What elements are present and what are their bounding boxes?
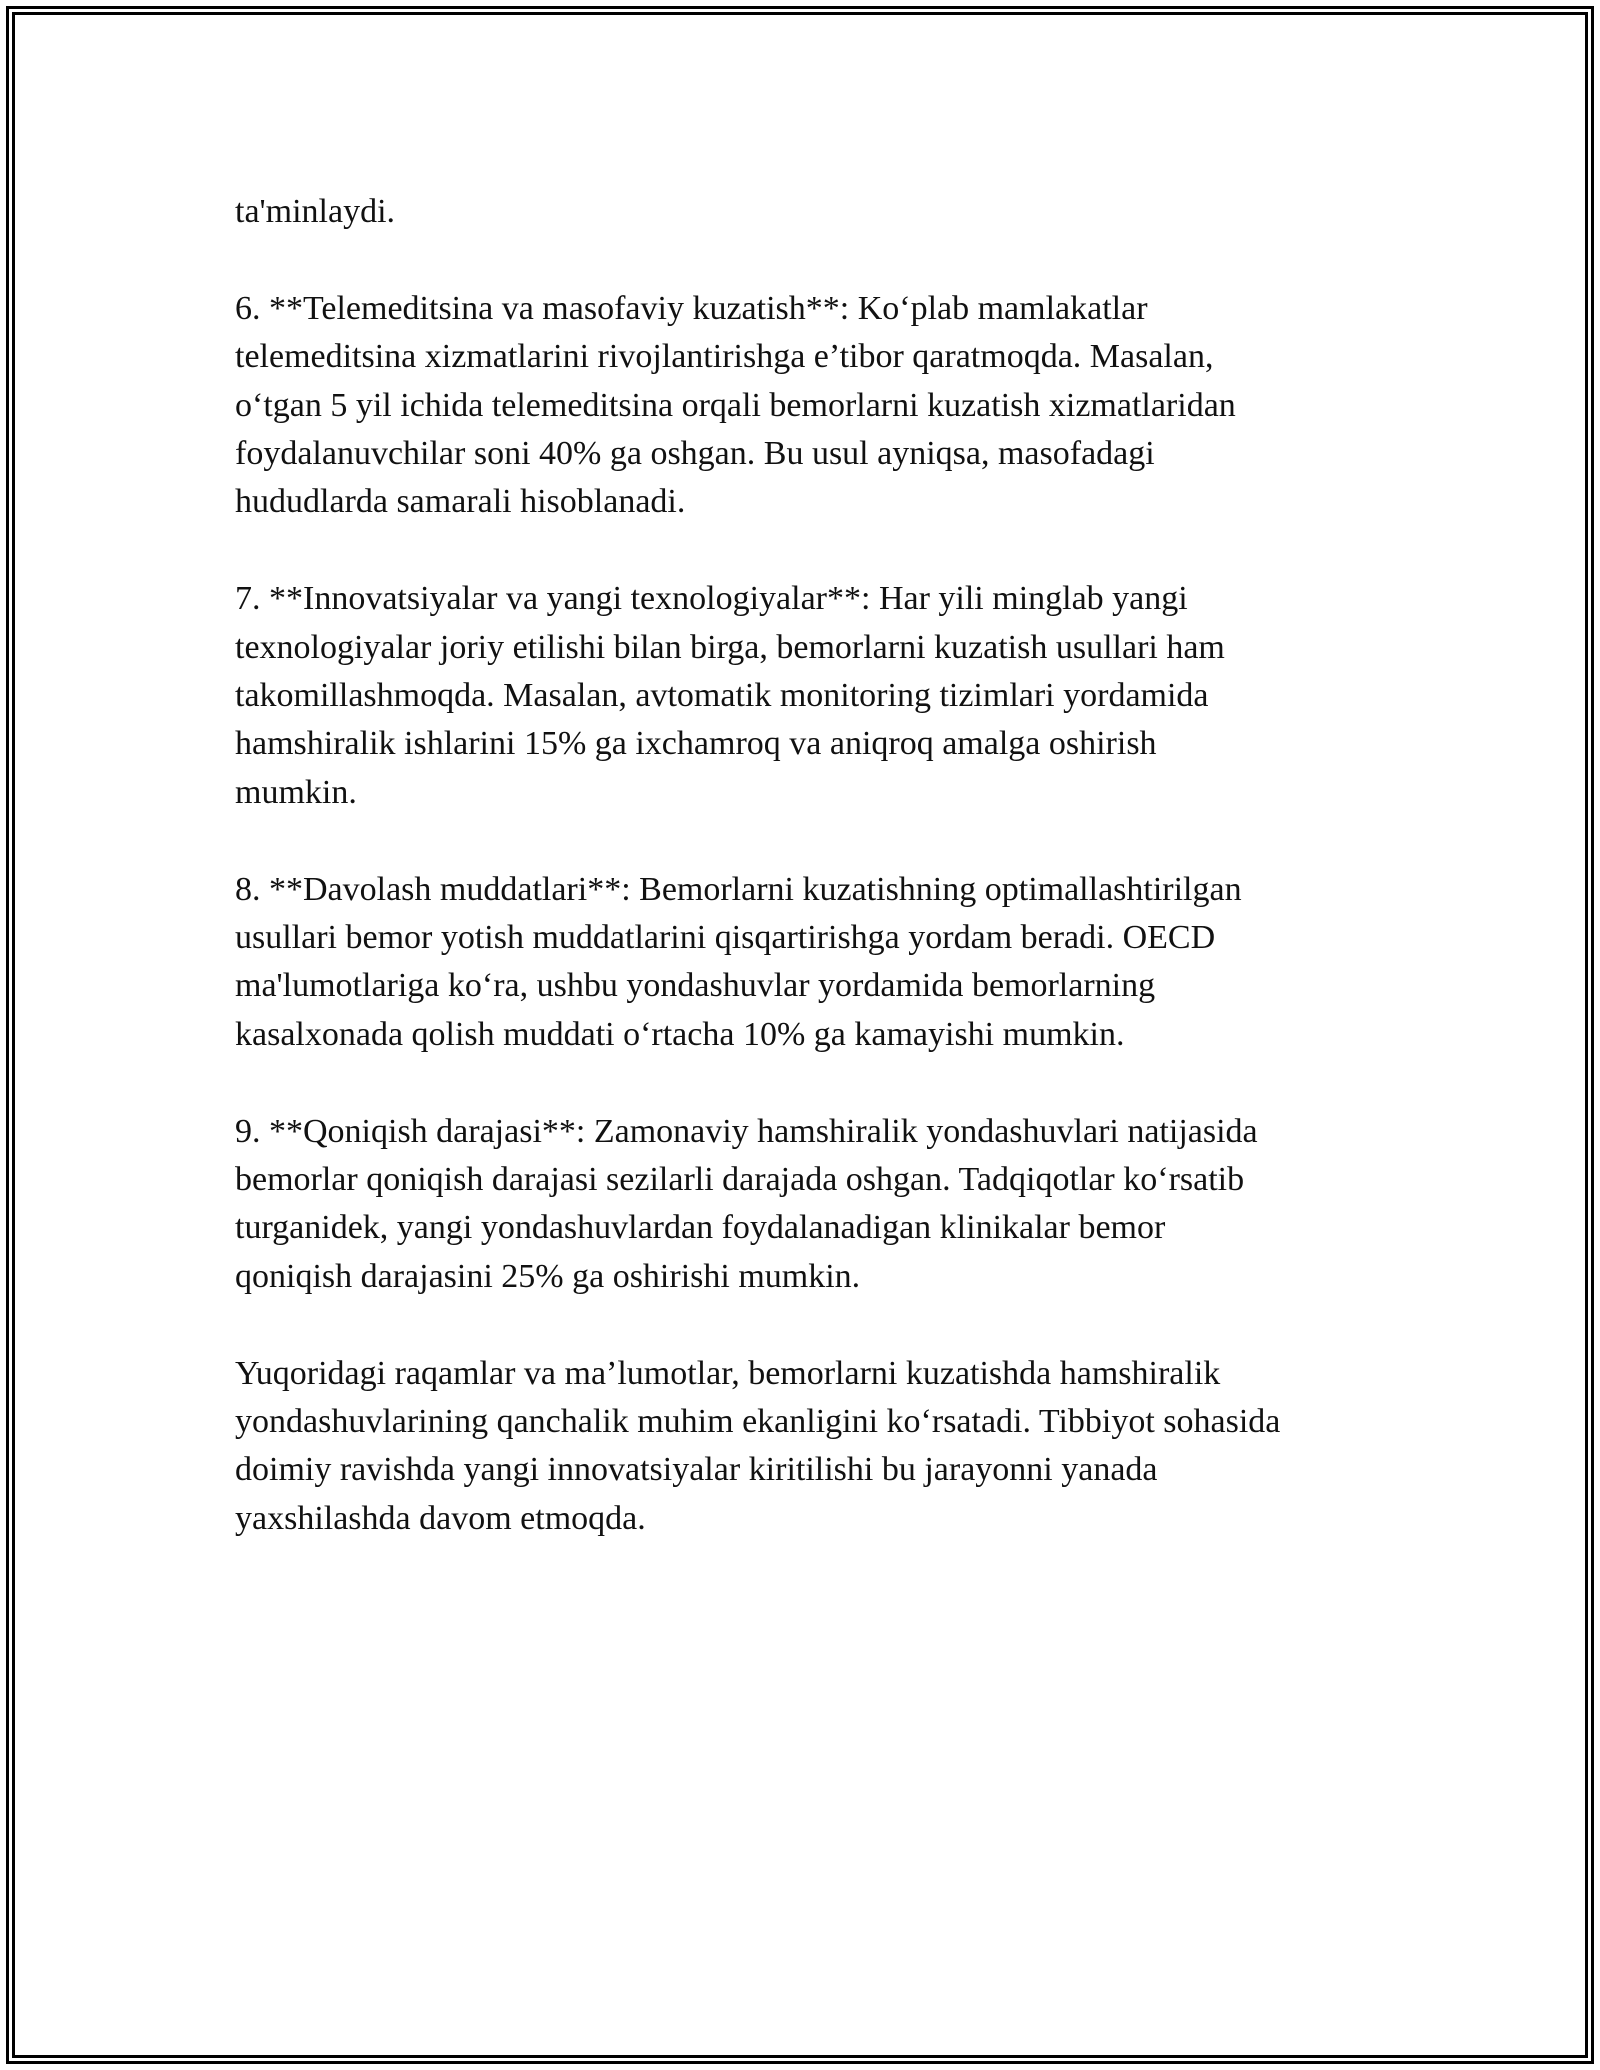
text-line: hududlarda samarali hisoblanadi. — [235, 483, 686, 521]
text-line: 9. **Qoniqish darajasi**: Zamonaviy hamshiralik yondashuvlari natijasida — [235, 1112, 1258, 1150]
text-line: mumkin. — [235, 773, 357, 811]
paragraph-conclusion — [235, 1350, 1385, 1544]
text-line: 8. **Davolash muddatlari**: Bemorlarni kuzatishning optimallashtirilgan — [235, 870, 1242, 908]
text-line: yaxshilashda davom etmoqda. — [235, 1499, 646, 1537]
text-line: takomillashmoqda. Masalan, avtomatik monitoring tizimlari yordamida — [235, 677, 1209, 715]
text-line: 7. **Innovatsiyalar va yangi texnologiyalar**: Har yili minglab yangi — [235, 580, 1188, 618]
paragraph-telemedicine — [235, 285, 1385, 527]
text-line: ta'minlaydi. — [235, 193, 396, 230]
text-line: foydalanuvchilar soni 40% ga oshgan. Bu usul ayniqsa, masofadagi — [235, 435, 1155, 473]
document-body — [235, 188, 1385, 1592]
text-line: texnologiyalar joriy etilishi bilan birga, bemorlarni kuzatish usullari ham — [235, 628, 1225, 666]
text-line: Yuqoridagi raqamlar va ma’lumotlar, bemorlarni kuzatishda hamshiralik — [235, 1354, 1221, 1392]
text-line: o‘tgan 5 yil ichida telemeditsina orqali bemorlarni kuzatish xizmatlaridan — [235, 386, 1236, 424]
text-line: hamshiralik ishlarini 15% ga ixchamroq va aniqroq amalga oshirish — [235, 725, 1157, 763]
text-line: usullari bemor yotish muddatlarini qisqartirishga yordam beradi. OECD — [235, 919, 1216, 957]
text-line: qoniqish darajasini 25% ga oshirishi mumkin. — [235, 1257, 861, 1295]
paragraph-treatment-duration — [235, 866, 1385, 1060]
text-line: yondashuvlarining qanchalik muhim ekanligini ko‘rsatadi. Tibbiyot sohasida — [235, 1403, 1281, 1441]
paragraph-innovations — [235, 575, 1385, 817]
text-line: ma'lumotlariga ko‘ra, ushbu yondashuvlar yordamida bemorlarning — [235, 967, 1156, 1005]
text-line: bemorlar qoniqish darajasi sezilarli darajada oshgan. Tadqiqotlar ko‘rsatib — [235, 1161, 1245, 1199]
text-line: kasalxonada qolish muddati o‘rtacha 10% ga kamayishi mumkin. — [235, 1015, 1125, 1053]
paragraph-satisfaction — [235, 1108, 1385, 1302]
paragraph-continuation — [235, 188, 1385, 236]
text-line: turganidek, yangi yondashuvlardan foydalanadigan klinikalar bemor — [235, 1209, 1166, 1247]
text-line: 6. **Telemeditsina va masofaviy kuzatish**: Ko‘plab mamlakatlar — [235, 289, 1148, 327]
text-line: doimiy ravishda yangi innovatsiyalar kiritilishi bu jarayonni yanada — [235, 1451, 1158, 1489]
text-line: telemeditsina xizmatlarini rivojlantirishga e’tibor qaratmoqda. Masalan, — [235, 338, 1214, 376]
